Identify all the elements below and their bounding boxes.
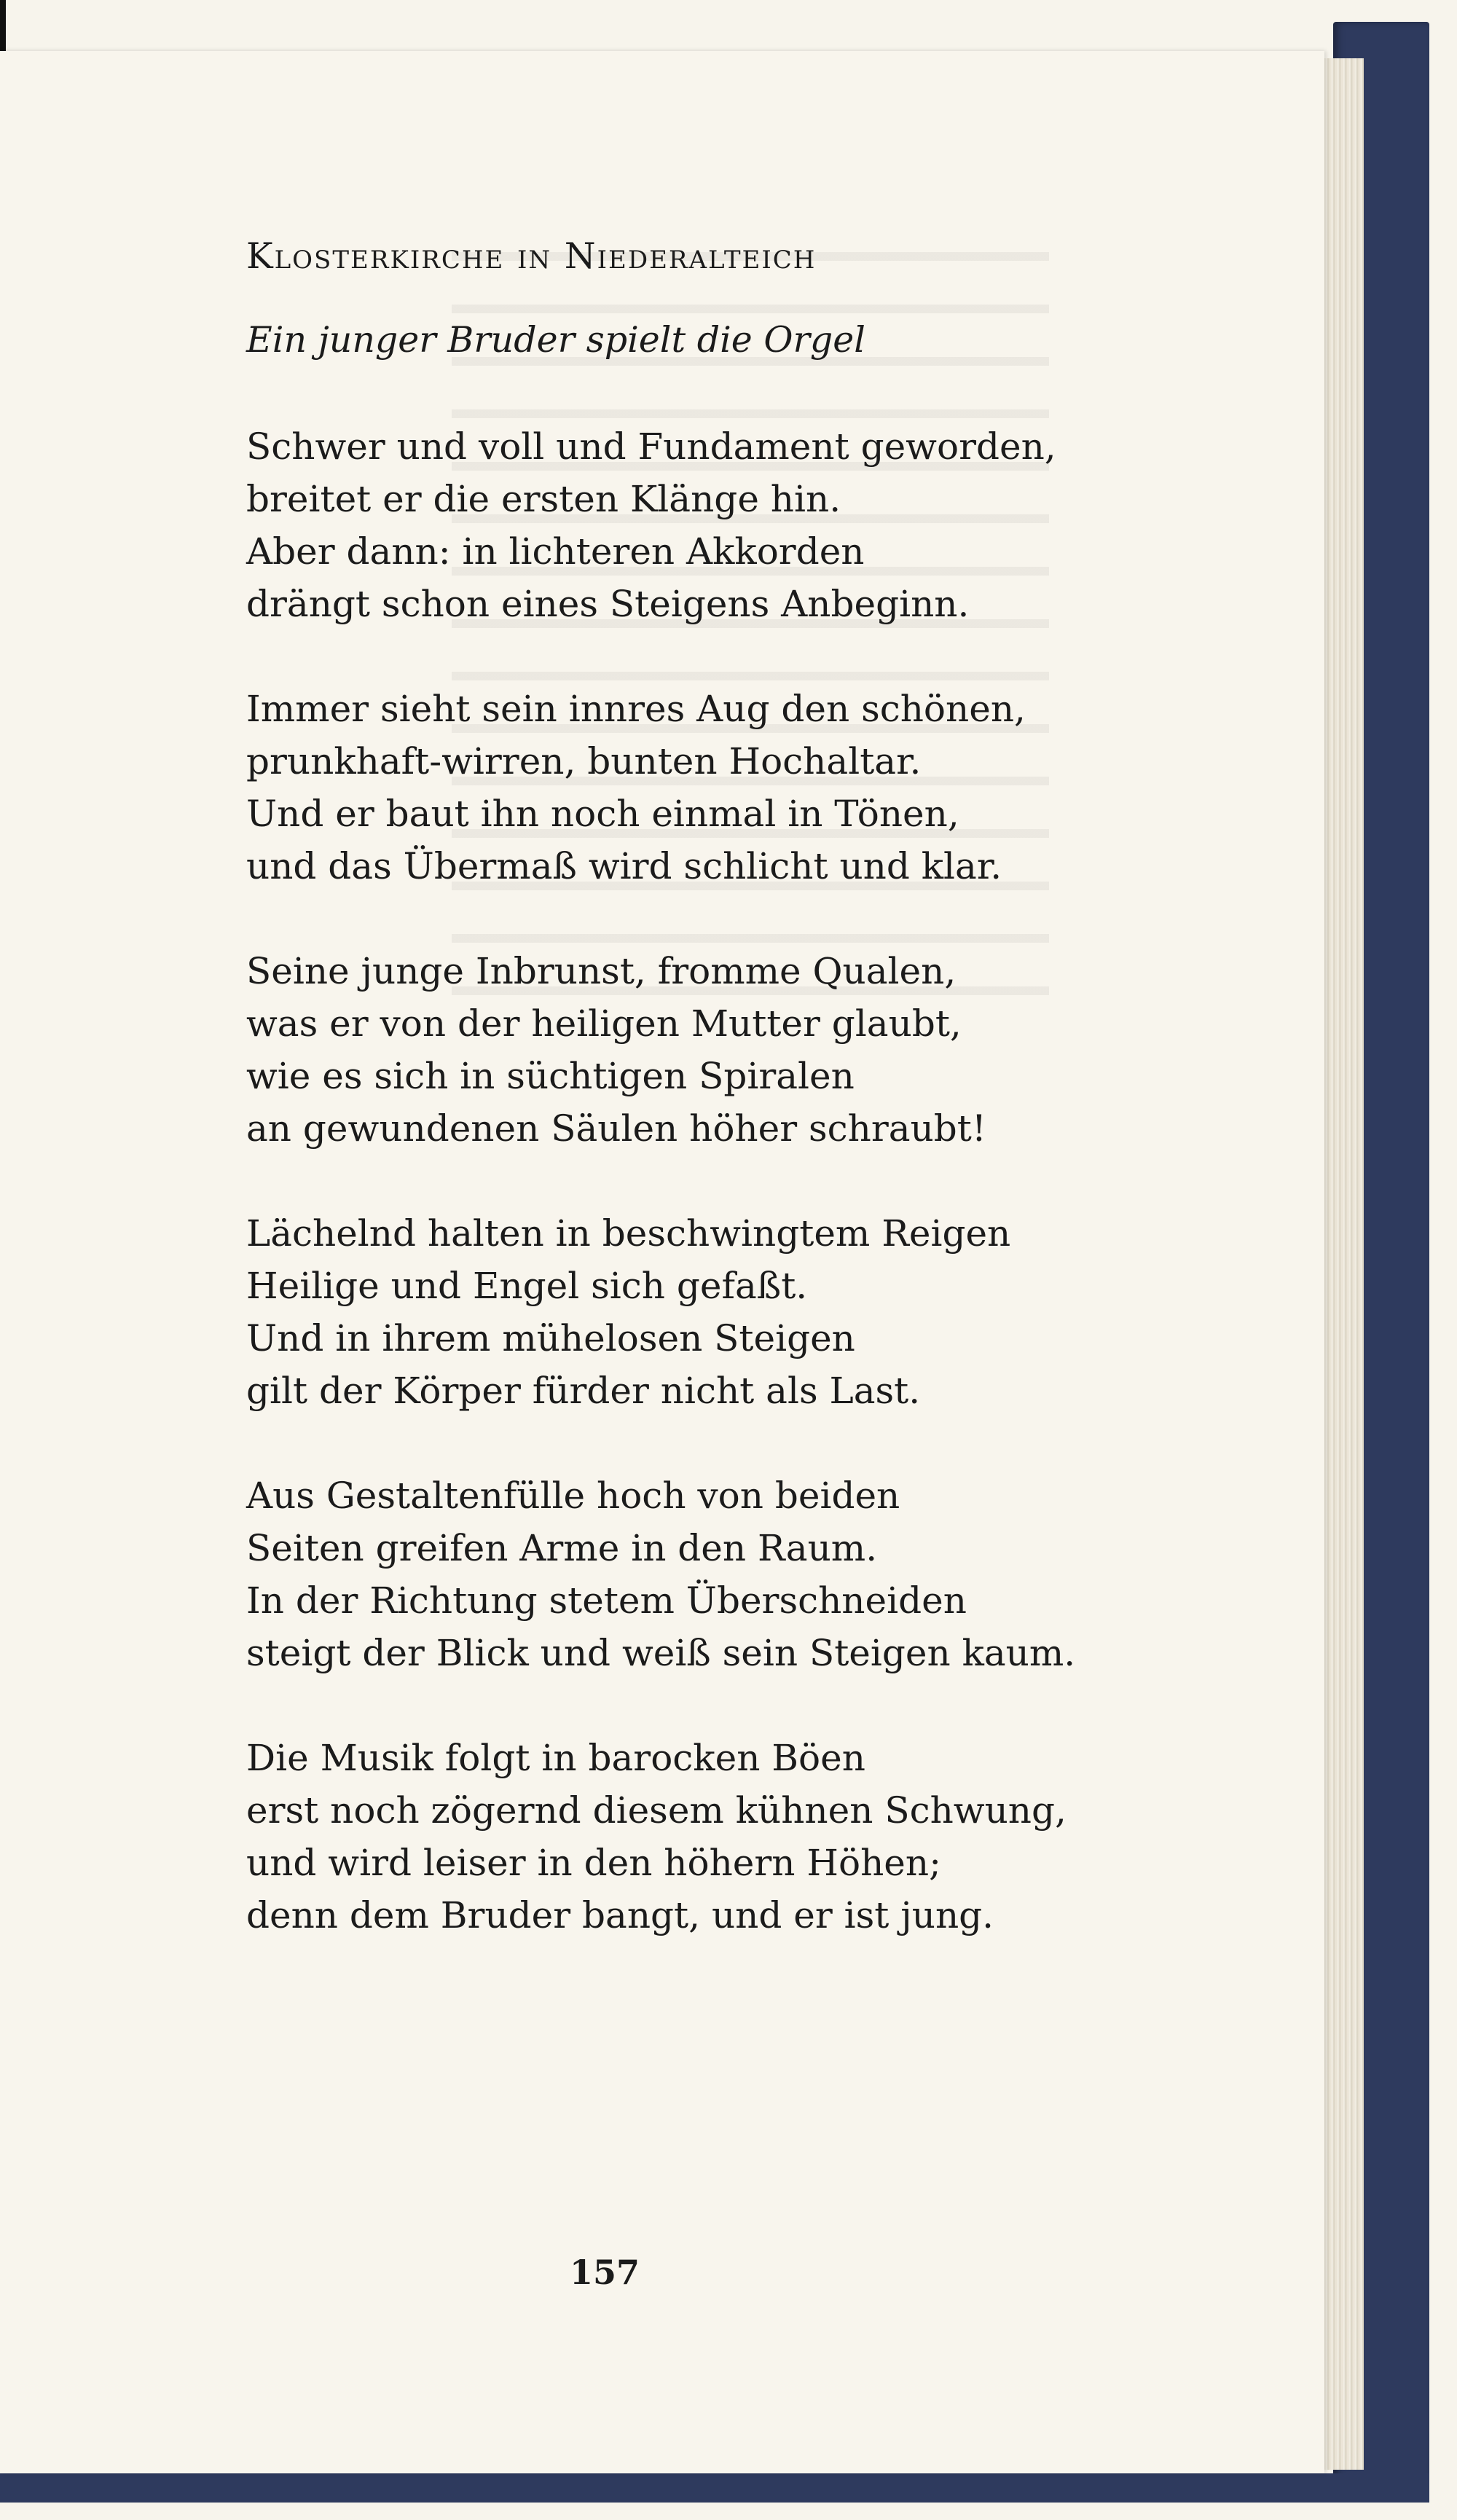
verse-line: und wird leiser in den höhern Höhen; xyxy=(246,1842,941,1884)
verse-line: prunkhaft-wirren, bunten Hochaltar. xyxy=(246,740,922,782)
verse-line: In der Richtung stetem Überschneiden xyxy=(246,1579,967,1622)
page-number: 157 xyxy=(569,2253,640,2292)
stanza xyxy=(246,1469,1295,1679)
verse-line: Seine junge Inbrunst, fromme Qualen, xyxy=(246,950,957,992)
verse-line: steigt der Blick und weiß sein Steigen kaum. xyxy=(246,1632,1076,1674)
verse-line: Immer sieht sein innres Aug den schönen, xyxy=(246,688,1026,730)
verse-line: Seiten greifen Arme in den Raum. xyxy=(246,1527,878,1569)
stanza xyxy=(246,683,1295,892)
stanza xyxy=(246,420,1295,630)
verse-line: drängt schon eines Steigens Anbeginn. xyxy=(246,583,970,625)
verse-line: Lächelnd halten in beschwingtem Reigen xyxy=(246,1212,1011,1255)
verse-line: breitet er die ersten Klänge hin. xyxy=(246,478,841,520)
book-cover-bottom xyxy=(0,2473,1429,2503)
verse-line: an gewundenen Säulen höher schraubt! xyxy=(246,1107,986,1150)
stanza xyxy=(246,1732,1295,1942)
verse-line: denn dem Bruder bangt, und er ist jung. xyxy=(246,1894,994,1936)
verse-line: gilt der Körper fürder nicht als Last. xyxy=(246,1370,921,1412)
verse-line: Und er baut ihn noch einmal in Tönen, xyxy=(246,793,959,835)
stanza xyxy=(246,945,1295,1155)
verse-line: Aus Gestaltenfülle hoch von beiden xyxy=(246,1475,900,1517)
poem xyxy=(246,169,1295,1994)
verse-line: Schwer und voll und Fundament geworden, xyxy=(246,425,1056,468)
poem-subtitle: Ein junger Bruder spielt die Orgel xyxy=(246,319,865,361)
verse-line: Die Musik folgt in barocken Böen xyxy=(246,1737,865,1779)
poem-title: Klosterkirche in Niederalteich xyxy=(246,235,817,277)
verse-line: Und in ihrem mühelosen Steigen xyxy=(246,1317,855,1359)
verse-line: Aber dann: in lichteren Akkorden xyxy=(246,530,865,573)
verse-line: erst noch zögernd diesem kühnen Schwung, xyxy=(246,1789,1067,1832)
stanzas xyxy=(246,420,1295,1942)
verse-line: und das Übermaß wird schlicht und klar. xyxy=(246,845,1002,887)
stanza xyxy=(246,1207,1295,1417)
verse-line: wie es sich in süchtigen Spiralen xyxy=(246,1055,855,1097)
verse-line: was er von der heiligen Mutter glaubt, xyxy=(246,1002,962,1045)
verse-line: Heilige und Engel sich gefaßt. xyxy=(246,1265,808,1307)
